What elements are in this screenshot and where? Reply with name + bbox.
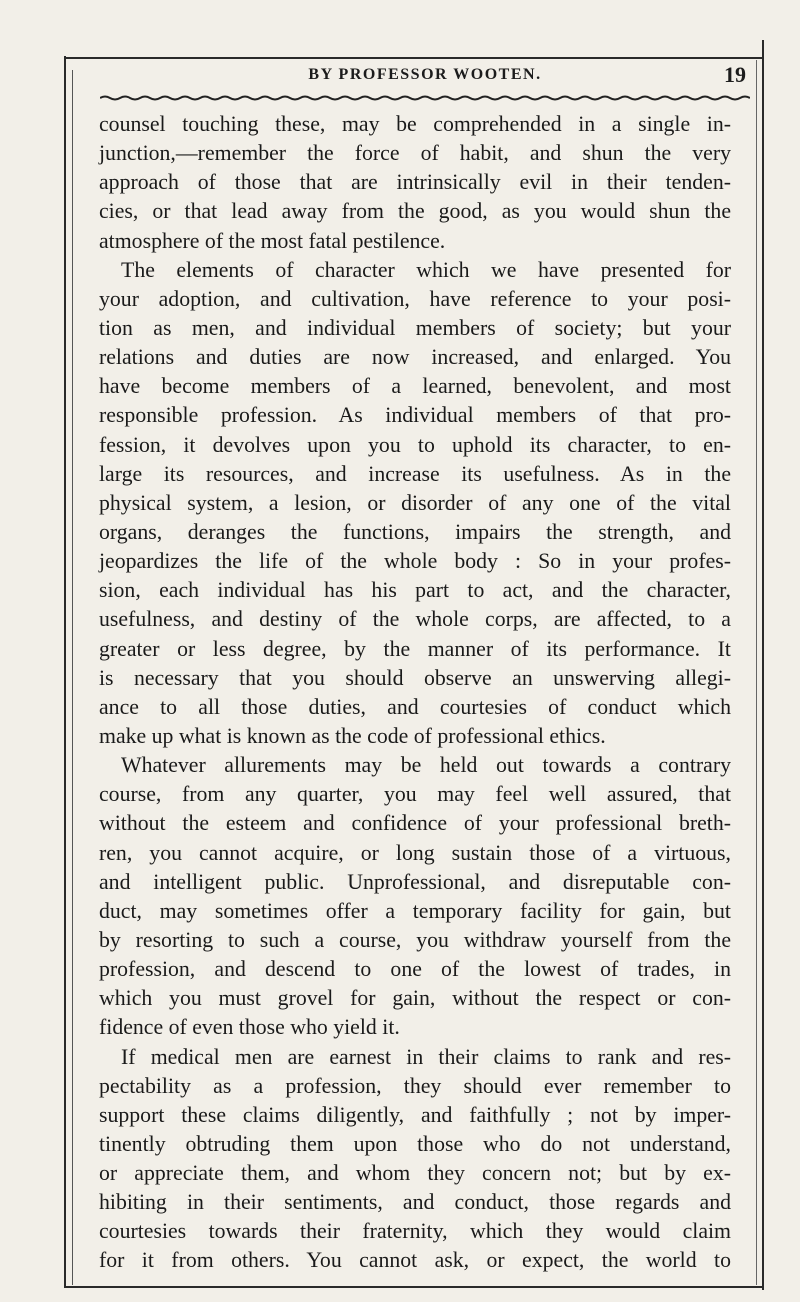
- text-line: ren, you cannot acquire, or long sustain those of a virtuous,: [99, 840, 731, 865]
- page-frame-left: [64, 56, 66, 1288]
- page-frame-top: [64, 57, 764, 59]
- text-line: pectability as a profession, they should ever remember to: [99, 1073, 731, 1098]
- text-line: courtesies towards their fraternity, which they would claim: [99, 1219, 731, 1244]
- text-line: or appreciate them, and whom they concern not; but by ex-: [99, 1161, 731, 1186]
- text-line: sion, each individual has his part to act, and the character,: [99, 578, 731, 603]
- text-line: greater or less degree, by the manner of its performance. It: [99, 636, 731, 661]
- text-line: course, from any quarter, you may feel well assured, that: [99, 782, 731, 807]
- text-line: by resorting to such a course, you withdraw yourself from the: [99, 927, 731, 952]
- running-head: [100, 62, 750, 92]
- text-line: atmosphere of the most fatal pestilence.: [99, 228, 446, 253]
- text-line: Whatever allurements may be held out towards a contrary: [121, 753, 731, 778]
- text-line: fidence of even those who yield it.: [99, 1015, 400, 1040]
- decorative-wavy-rule: [100, 93, 750, 103]
- text-line: support these claims diligently, and faithfully ; not by imper-: [99, 1102, 731, 1127]
- page-number: 19: [724, 62, 746, 87]
- text-line: without the esteem and confidence of your professional breth-: [99, 811, 731, 836]
- text-line: physical system, a lesion, or disorder of any one of the vital: [99, 490, 731, 515]
- text-line: which you must grovel for gain, without the respect or con-: [99, 986, 731, 1011]
- text-line: organs, deranges the functions, impairs the strength, and: [99, 519, 731, 544]
- page-frame-right-inner: [756, 60, 757, 1285]
- text-line: usefulness, and destiny of the whole corps, are affected, to a: [99, 607, 731, 632]
- text-line: your adoption, and cultivation, have reference to your posi-: [99, 286, 731, 311]
- text-line: jeopardizes the life of the whole body : So in your profes-: [99, 549, 731, 574]
- text-line: ance to all those duties, and courtesies of conduct which: [99, 694, 731, 719]
- text-line: duct, may sometimes offer a temporary facility for gain, but: [99, 898, 731, 923]
- page-frame-bottom: [64, 1286, 764, 1288]
- text-line: hibiting in their sentiments, and conduct, those regards and: [99, 1190, 731, 1215]
- body-text: [99, 110, 731, 1276]
- text-line: If medical men are earnest in their claims to rank and res-: [121, 1044, 731, 1069]
- text-line: tion as men, and individual members of society; but your: [99, 315, 731, 340]
- text-line: large its resources, and increase its usefulness. As in the: [99, 461, 731, 486]
- page-frame-left-inner: [72, 70, 73, 1285]
- text-line: counsel touching these, may be comprehended in a single in-: [99, 112, 731, 136]
- page-frame-right: [762, 40, 764, 1290]
- text-line: for it from others. You cannot ask, or expect, the world to: [99, 1248, 731, 1273]
- text-line: The elements of character which we have presented for: [121, 257, 731, 282]
- text-line: and intelligent public. Unprofessional, and disreputable con-: [99, 869, 731, 894]
- text-line: approach of those that are intrinsically evil in their tenden-: [99, 170, 731, 195]
- text-line: tinently obtruding them upon those who do not understand,: [99, 1131, 731, 1156]
- text-line: is necessary that you should observe an unswerving allegi-: [99, 665, 731, 690]
- text-line: junction,—remember the force of habit, and shun the very: [99, 141, 731, 166]
- text-line: cies, or that lead away from the good, as you would shun the: [99, 199, 731, 224]
- text-line: make up what is known as the code of professional ethics.: [99, 723, 606, 748]
- text-line: fession, it devolves upon you to uphold its character, to en-: [99, 432, 731, 457]
- text-line: responsible profession. As individual members of that pro-: [99, 403, 731, 428]
- text-line: have become members of a learned, benevolent, and most: [99, 374, 731, 399]
- text-line: profession, and descend to one of the lowest of trades, in: [99, 957, 731, 982]
- text-line: relations and duties are now increased, and enlarged. You: [99, 345, 731, 370]
- running-title: BY PROFESSOR WOOTEN.: [308, 66, 542, 83]
